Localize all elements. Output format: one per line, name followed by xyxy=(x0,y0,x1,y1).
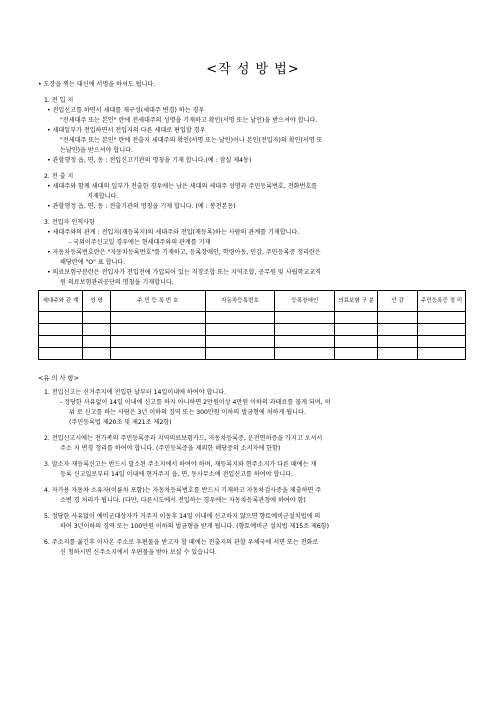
section3-line: • 세대주와의 관계 : 전입지(재등록지)의 세대주와 전입(재등록)하는 사람의 관계를 기재합니다. xyxy=(47,229,300,236)
note-line: 1. 전입신고는 신거주지에 전입한 날부터 14일이내에 하여야 합니다. xyxy=(44,389,227,396)
header-resident-number: 주 민 등 록 번 호 xyxy=(110,291,205,312)
note-line: 2. 전입신고시에는 전가족의 주민등록증과 지역의료보험카드, 자동차등록증, 운전면허증을 가지고 오셔서 xyxy=(44,435,323,442)
section1-line: "전세대주 또는 본인" 란에 전출지 세대주의 확인(서명 또는 날인)이나 본인(전입자)의 확인(서명 또 xyxy=(60,137,323,144)
section3-line: - 국외이주신고일 경우에는 현세대주와의 관계를 기재 xyxy=(69,239,211,246)
table-cell[interactable] xyxy=(39,324,83,336)
note-line: - 정당한 사유없이 14일 이내에 신고를 하지 아니하면 2만원이상 4만원 이하의 과태료를 물게 되며, 허 xyxy=(60,399,331,406)
table-cell[interactable] xyxy=(110,336,205,348)
section1-line: • 전입신고를 하면서 세대를 재구성(세대주 변경) 하는 경우 xyxy=(47,107,205,114)
section1-line: 는날인)을 받으셔야 합니다. xyxy=(60,147,133,154)
section1-line: "전세대주 또는 본인" 란에 전세대주의 성명을 기재하고 확인(서명 또는 날인)을 받으셔야 합니다. xyxy=(60,117,318,124)
note-line: 5. 정당한 사유없이 예비군대상자가 거주지 이동후 14일 이내에 신고하지 않으면 향토예비군설치법에 의 xyxy=(44,513,321,520)
header-vehicle-number: 자동차등록번호 xyxy=(205,291,275,312)
table-cell[interactable] xyxy=(335,336,378,348)
note-line: 위 로 신고를 하는 사람은 3년 이하의 징역 또는 300만원 이하의 벌금형에 처하게 됩니다. xyxy=(69,409,306,416)
header-relation: 세대주와 관 계 xyxy=(39,291,83,312)
section3-line: 해당란에 "O" 표 합니다. xyxy=(60,259,126,266)
note-line: 등록 신고일로부터 14일 이내에 현거주지 읍, 면, 동사무소에 전입신고를 하여야 합니다. xyxy=(60,471,294,478)
table-cell[interactable] xyxy=(378,324,418,336)
note-line: 하여 3년이하의 징역 또는 100만원 이하의 벌금형을 받게 됩니다. (향토예비군 설치법 제15조 제6항) xyxy=(60,523,329,530)
table-row xyxy=(39,336,466,348)
header-insurance: 의료보험 구 분 xyxy=(335,291,378,312)
table-cell[interactable] xyxy=(39,312,83,324)
table-cell[interactable] xyxy=(205,324,275,336)
section2-line: 기재합니다. xyxy=(87,193,119,200)
table-cell[interactable] xyxy=(378,312,418,324)
note-line: 소변 경 처리가 됩니다. (다만, 다른시도에서 전입하는 경우에는 자동차등록관청에 하여야 함) xyxy=(60,497,306,504)
table-cell[interactable] xyxy=(335,312,378,324)
table-cell[interactable] xyxy=(275,348,335,360)
table-cell[interactable] xyxy=(378,348,418,360)
table-row xyxy=(39,324,466,336)
table-cell[interactable] xyxy=(82,312,110,324)
header-id-card: 주민등록증 정 리 xyxy=(418,291,466,312)
notes-heading: <유 의 사 항> xyxy=(38,375,79,382)
table-cell[interactable] xyxy=(205,336,275,348)
table-cell[interactable] xyxy=(418,336,466,348)
table-cell[interactable] xyxy=(418,324,466,336)
table-row xyxy=(39,348,466,360)
header-seal: 인 감 xyxy=(378,291,418,312)
table-row xyxy=(39,312,466,324)
section1-heading: 1. 전 입 지 xyxy=(44,97,74,104)
table-cell[interactable] xyxy=(39,336,83,348)
section2-line: • 관할행정 읍, 면, 동 : 전출기관의 명칭을 기재 합니다. (예 : 봉천본동) xyxy=(47,203,236,210)
table-cell[interactable] xyxy=(205,312,275,324)
note-line: 주소 지 변경 정리를 하여야 합니다. (주민등록증을 제외한 해당증의 소지자에 한함) xyxy=(60,445,281,452)
document-title: <작 성 방 법> xyxy=(206,62,300,77)
table-cell[interactable] xyxy=(335,348,378,360)
table-header-row xyxy=(39,291,466,312)
note-line: 4. 자가용 자동차 소유자(이륜차 포함)는 자동차등록번호를 반드시 기재하고 자동차검사증을 제출하면 주 xyxy=(44,487,322,494)
intro-note: • 도장을 찍는 대신에 서명을 하셔도 됩니다. xyxy=(38,81,156,88)
section2-heading: 2. 전 출 지 xyxy=(44,173,74,180)
section3-line: • 의료보험구분란은 전입자가 전입전에 가입되어 있는 직장조합 또는 지역조합, 공무원 및 사립학교교직 xyxy=(47,269,322,276)
table-cell[interactable] xyxy=(335,324,378,336)
header-name: 성 명 xyxy=(82,291,110,312)
note-line: 3. 말소자 재등록신고는 반드시 말소된 주소지에서 하여야 하며, 재등록지와 현주소지가 다른 때에는 재 xyxy=(44,461,317,468)
note-line: 6. 주소지를 옮긴후 이사온 주소로 우편물을 받고자 할 때에는 전출지의 관할 우체국에 서면 또는 전화로 xyxy=(44,539,319,546)
section1-line: • 관할행정 읍, 면, 동 : 전입신고기관의 명칭을 기재 합니다.(예 : 잠실 제4동) xyxy=(47,157,252,164)
personal-info-table xyxy=(38,290,466,360)
table-cell[interactable] xyxy=(418,348,466,360)
table-cell[interactable] xyxy=(205,348,275,360)
section3-line: • 자동차등록번호란은 "자동차등록번호"를 기재하고, 등록장애인, 학령아동, 인감, 주민등록증 정리란은 xyxy=(47,249,321,256)
section2-line: • 세대주와 함께 세대의 일부가 전출한 경우에는 남은 세대의 세대주 성명과 주민등록번호, 전화번호를 xyxy=(47,183,318,190)
table-cell[interactable] xyxy=(378,336,418,348)
table-cell[interactable] xyxy=(275,312,335,324)
note-line: 신 청하시면 신주소지에서 우편물을 받아 보실 수 있습니다. xyxy=(60,549,217,556)
table-cell[interactable] xyxy=(110,312,205,324)
table-cell[interactable] xyxy=(275,324,335,336)
table-cell[interactable] xyxy=(418,312,466,324)
table-cell[interactable] xyxy=(82,336,110,348)
table-cell[interactable] xyxy=(82,348,110,360)
table-cell[interactable] xyxy=(275,336,335,348)
table-cell[interactable] xyxy=(82,324,110,336)
header-disabled: 등록장애인 xyxy=(275,291,335,312)
note-line: (주민등록법 제20조 및 제21조 제2항) xyxy=(69,419,172,426)
table-cell[interactable] xyxy=(39,348,83,360)
section1-line: • 세대일부가 전입하면서 전입지의 다른 세대로 편입할 경우 xyxy=(47,127,206,134)
section3-line: 원 의료보험관리공단의 명칭을 기재합니다. xyxy=(60,279,174,286)
section3-heading: 3. 전입자 인적사항 xyxy=(44,219,95,226)
table-cell[interactable] xyxy=(110,348,205,360)
table-cell[interactable] xyxy=(110,324,205,336)
